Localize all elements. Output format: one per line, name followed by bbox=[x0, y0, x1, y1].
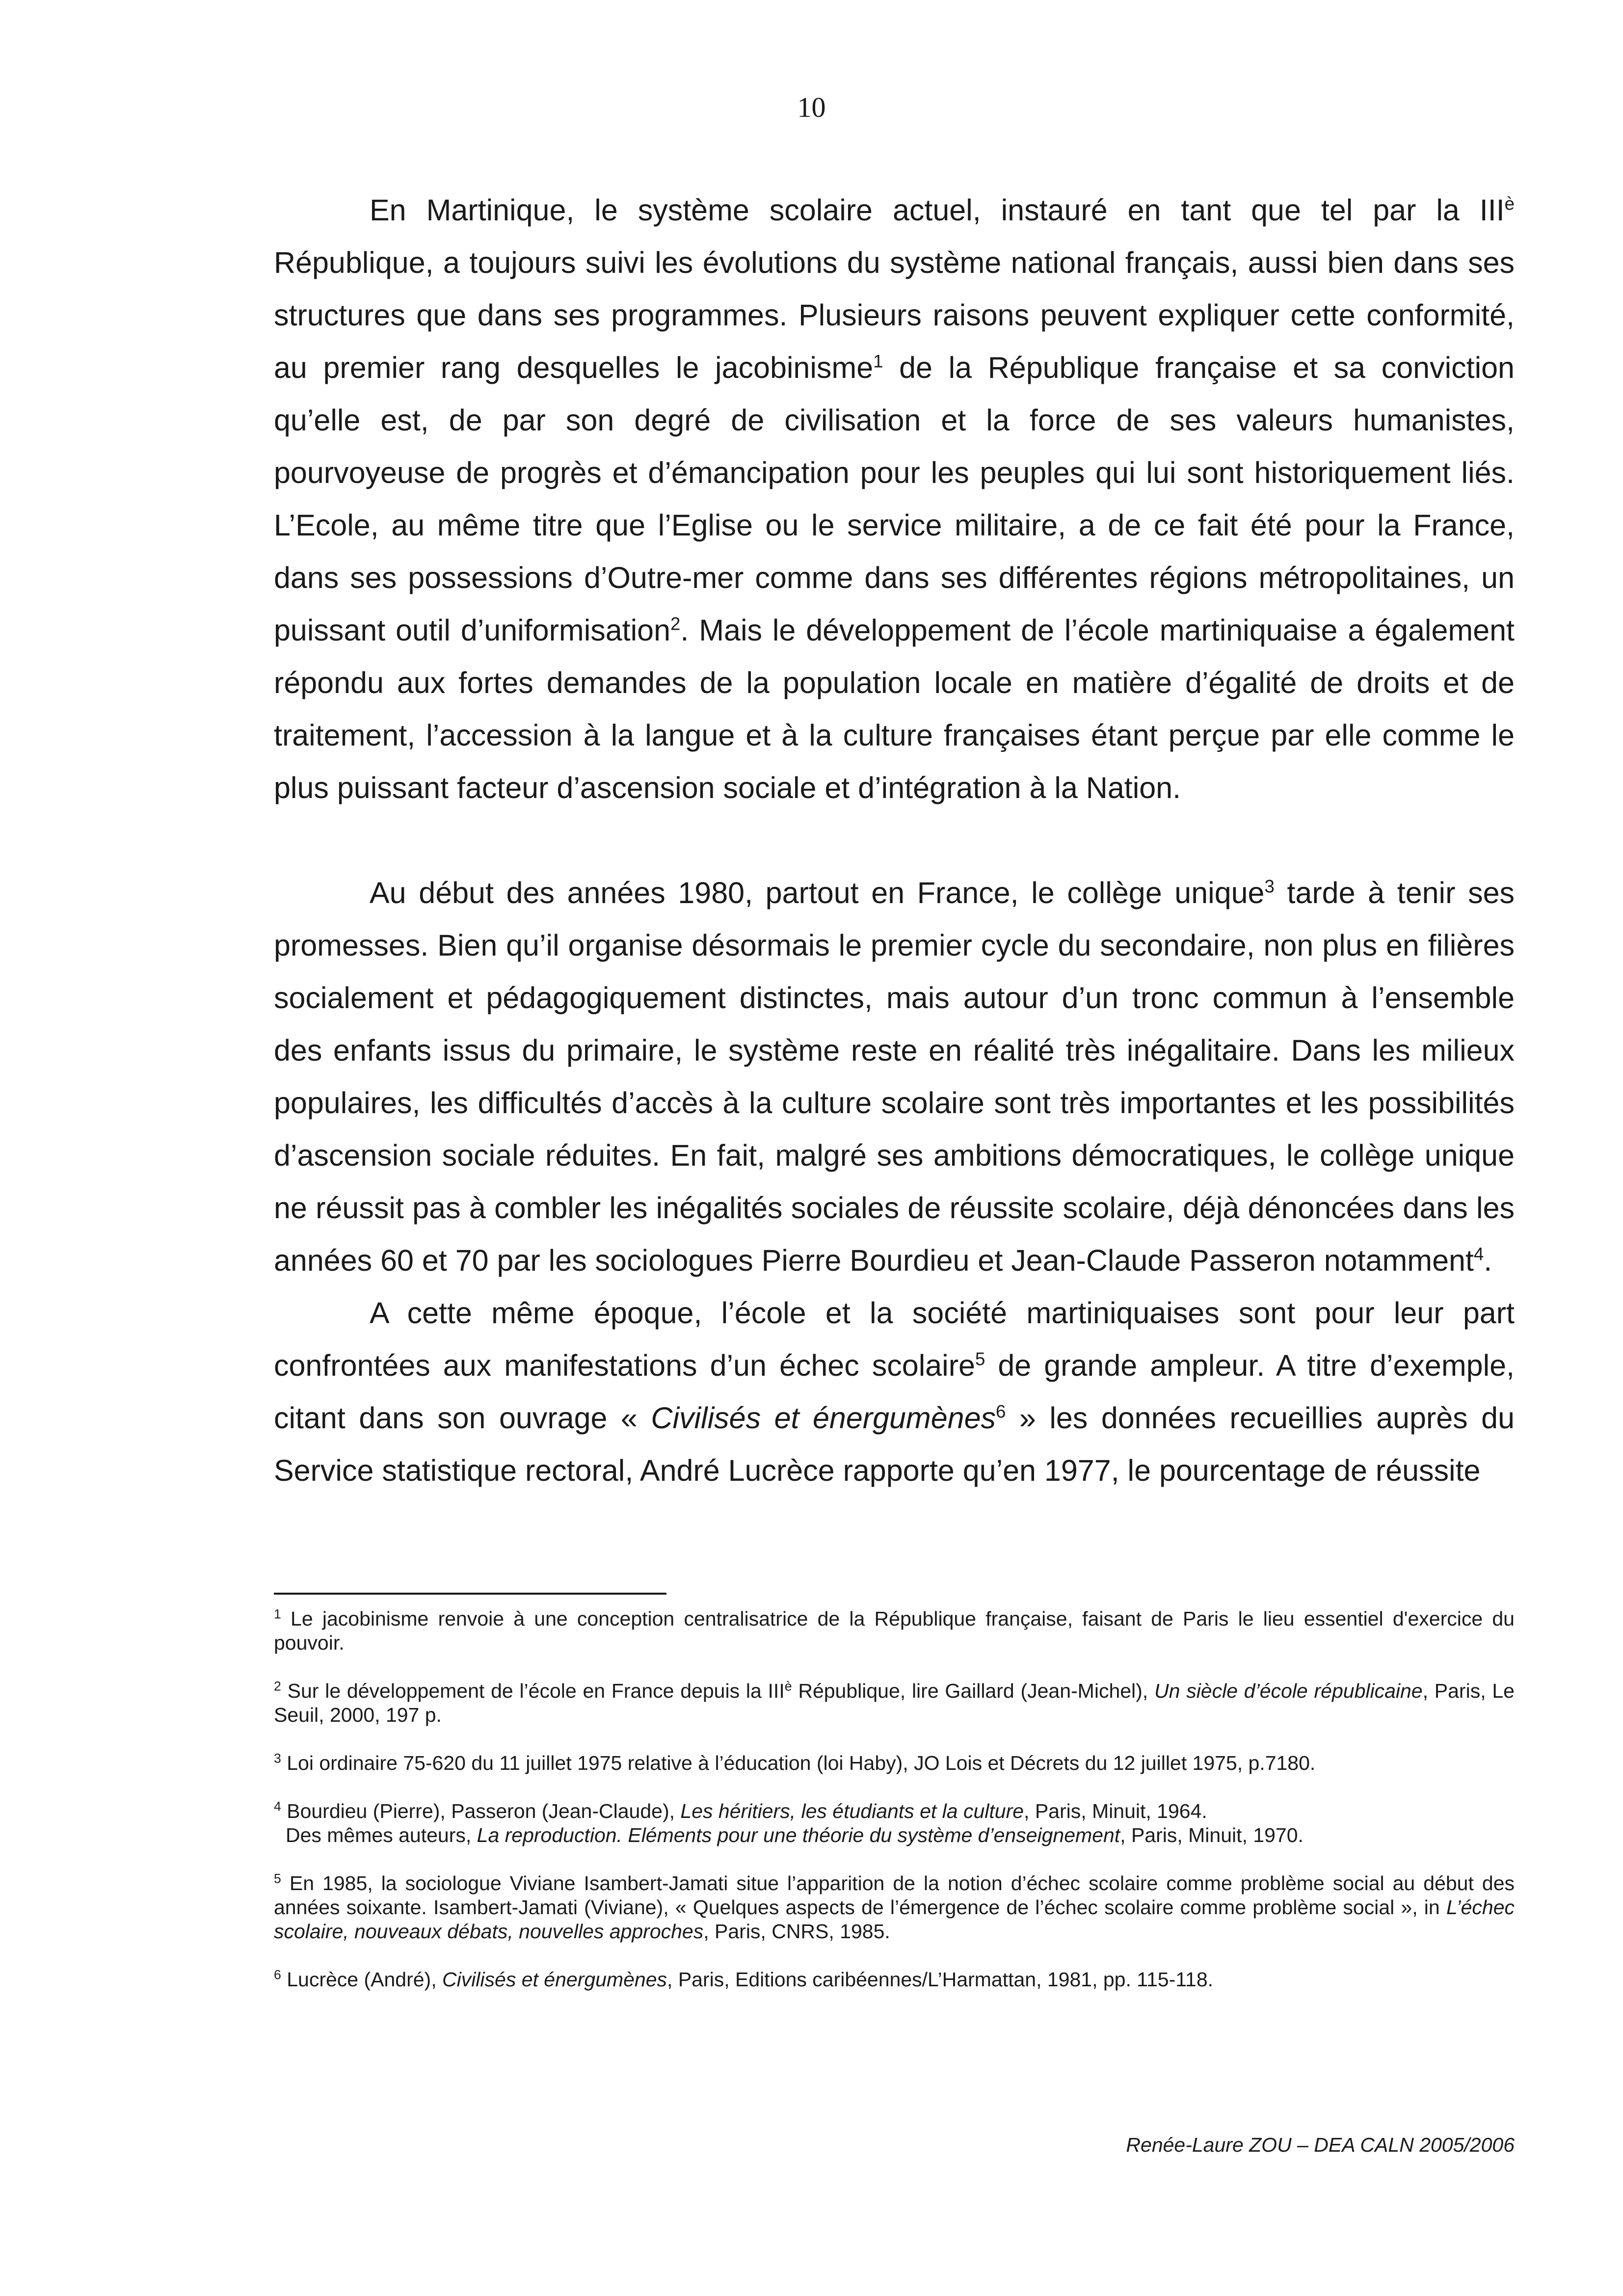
footnotes bbox=[274, 1607, 1515, 2016]
footnote-5: $^5$ En 1985, la sociologue Viviane Isambert-Jamati situe l’apparition de la notion d’échec scolaire comme problème social au début des années soixante. Isambert-Jamati (Viviane), « Quelques aspects de l’émergence de l’échec scolaire comme problème social », in L’échec scolaire, nouveaux débats, nouvelles approches, Paris, CNRS, 1985. bbox=[274, 1871, 1515, 1943]
footnote-separator bbox=[274, 1593, 666, 1595]
body-text bbox=[274, 184, 1515, 1497]
footnote-3: $^3$ Loi ordinaire 75-620 du 11 juillet 1975 relative à l’éducation (loi Haby), JO Lois et Décrets du 12 juillet 1975, p.7180. bbox=[274, 1751, 1316, 1774]
footnote-4: $^4$ Bourdieu (Pierre), Passeron (Jean-Claude), Les héritiers, les étudiants et la culture, Paris, Minuit, 1964. Des mêmes auteurs, La reproduction. Eléments pour une théorie du système d’enseignement, Paris, Minuit, 1970. bbox=[274, 1799, 1304, 1846]
footnote-ref-2: 2 bbox=[670, 614, 681, 634]
footnote-ref-1: 1 bbox=[873, 351, 883, 372]
page-footer: Renée-Laure ZOU – DEA CALN 2005/2006 bbox=[1126, 2134, 1515, 2156]
paragraph-2: Au début des années 1980, partout en France, le collège unique$^3$ tarde à tenir ses promesses. Bien qu’il organise désormais le premier cycle du secondaire, non plus en filières socialement et pédagogiquement distinctes, mais autour d’un tronc commun à l’ensemble des enfants issus du primaire, le système reste en réalité très inégalitaire. Dans les milieux populaires, les difficultés d’accès à la culture scolaire sont très importantes et les possibilités d’ascension sociale réduites. En fait, malgré ses ambitions démocratiques, le collège unique ne réussit pas à combler les inégalités sociales de réussite scolaire, déjà dénoncées dans les années 60 et 70 par les sociologues Pierre Bourdieu et Jean-Claude Passeron notamment$^4$. bbox=[274, 876, 1515, 1277]
page-number: 10 bbox=[797, 91, 826, 123]
footnote-ref-3: 3 bbox=[1264, 876, 1275, 897]
paragraph-1: En Martinique, le système scolaire actuel, instauré en tant que tel par la $III^è$ République, a toujours suivi les évolutions du système national français, aussi bien dans ses structures que dans ses programmes. Plusieurs raisons peuvent expliquer cette conformité, au premier rang desquelles le jacobinisme$^1$ de la République française et sa conviction qu’elle est, de par son degré de civilisation et la force de ses valeurs humanistes, pourvoyeuse de progrès et d’émancipation pour les peuples qui lui sont historiquement liés. L’Ecole, au même titre que l’Eglise ou le service militaire, a de ce fait été pour la France, dans ses possessions d’Outre-mer comme dans ses différentes régions métropolitaines, un puissant outil d’uniformisation$^2$. Mais le développement de l’école martiniquaise a également répondu aux fortes demandes de la population locale en matière d’égalité de droits et de traitement, l’accession à la langue et à la culture françaises étant perçue par elle comme le plus puissant facteur d’ascension sociale et d’intégration à la Nation. bbox=[274, 193, 1515, 804]
footnote-6: $^6$ Lucrèce (André), Civilisés et énergumènes, Paris, Editions caribéennes/L’Harmattan, 1981, pp. 115-118. bbox=[274, 1967, 1214, 1991]
footnote-ref-4: 4 bbox=[1473, 1244, 1484, 1264]
paragraph-3: A cette même époque, l’école et la société martiniquaises sont pour leur part confrontées aux manifestations d’un échec scolaire$^5$ de grande ampleur. A titre d’exemple, citant dans son ouvrage « Civilisés et énergumènes$^6$ » les données recueillies auprès du Service statistique rectoral, André Lucrèce rapporte qu’en 1977, le pourcentage de réussite bbox=[274, 1296, 1515, 1487]
footnote-ref-6: 6 bbox=[996, 1401, 1006, 1422]
footnote-ref-5: 5 bbox=[975, 1349, 985, 1369]
footnote-2: $^2$ Sur le développement de l’école en France depuis la $III^è$ République, lire Gaillard (Jean-Michel), Un siècle d’école républicaine, Paris, Le Seuil, 2000, 197 p. bbox=[274, 1679, 1515, 1726]
footnote-1: $^1$ Le jacobinisme renvoie à une conception centralisatrice de la République française, faisant de Paris le lieu essentiel d'exercice du pouvoir. bbox=[274, 1606, 1515, 1654]
